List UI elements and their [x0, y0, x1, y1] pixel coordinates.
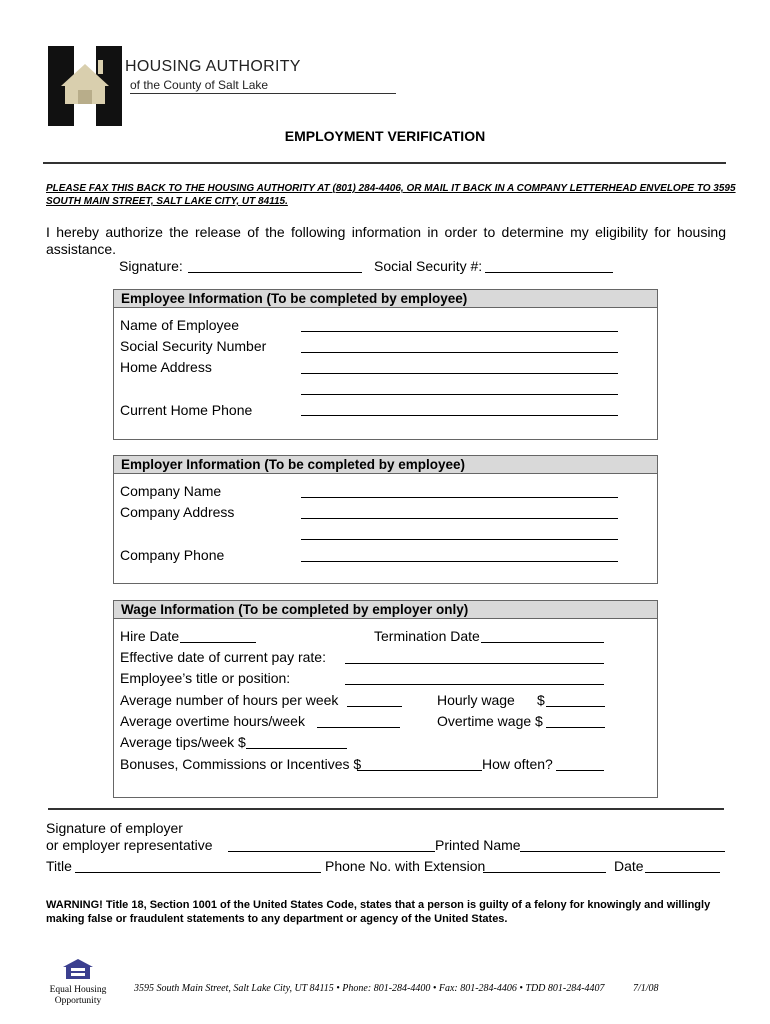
company-address-label: Company Address — [120, 504, 235, 520]
how-often-field[interactable] — [556, 770, 604, 771]
hire-date-label: Hire Date — [120, 628, 180, 644]
title-position-field[interactable] — [345, 684, 604, 685]
wage-info-header: Wage Information (To be completed by employer only) — [114, 601, 657, 619]
home-address-field-2[interactable] — [301, 394, 618, 395]
avg-hours-field[interactable] — [347, 706, 402, 707]
employer-title-label: Title — [46, 858, 72, 874]
effective-date-label: Effective date of current pay rate: — [120, 649, 326, 665]
employee-name-label: Name of Employee — [120, 317, 240, 333]
employee-info-header: Employee Information (To be completed by employee) — [114, 290, 657, 308]
ssn-field[interactable] — [485, 272, 613, 273]
employee-ssn-label: Social Security Number — [120, 338, 267, 354]
logo-rule — [130, 93, 396, 94]
logo-title: HOUSING AUTHORITY — [125, 58, 301, 75]
company-phone-label: Company Phone — [120, 547, 225, 563]
phone-extension-field[interactable] — [483, 872, 606, 873]
hourly-wage-label: Hourly wage — [437, 692, 515, 708]
warning-text: WARNING! Title 18, Section 1001 of the United States Code, states that a person is guilty of a felony for knowingly and willingly making false or fraudulent statements to any department or agency of the United States. — [46, 899, 711, 925]
employer-title-field[interactable] — [75, 872, 321, 873]
footer-revision-date: 7/1/08 — [633, 983, 659, 994]
overtime-wage-label: Overtime wage $ — [437, 713, 543, 729]
avg-overtime-field[interactable] — [317, 727, 400, 728]
bonuses-field[interactable] — [357, 770, 482, 771]
home-phone-field[interactable] — [301, 415, 618, 416]
employer-signature-field[interactable] — [228, 851, 435, 852]
employer-info-header: Employer Information (To be completed by employee) — [114, 456, 657, 474]
phone-extension-label: Phone No. with Extension — [325, 858, 486, 874]
title-divider — [43, 162, 726, 164]
effective-date-field[interactable] — [345, 663, 604, 664]
hire-date-field[interactable] — [180, 642, 256, 643]
company-phone-field[interactable] — [301, 561, 618, 562]
signature-divider — [48, 808, 724, 810]
page-title: EMPLOYMENT VERIFICATION — [284, 128, 486, 144]
employee-ssn-field[interactable] — [301, 352, 618, 353]
signature-label: Signature: — [119, 258, 183, 274]
termination-date-label: Termination Date — [374, 628, 480, 644]
employer-signature-label-1: Signature of employer — [46, 820, 183, 836]
hourly-wage-field[interactable] — [546, 706, 605, 707]
equal-housing-line-2: Opportunity — [54, 996, 102, 1006]
equal-housing-label — [40, 985, 116, 1007]
bonuses-label: Bonuses, Commissions or Incentives $ — [120, 756, 362, 772]
printed-name-field[interactable] — [520, 851, 725, 852]
equal-housing-line-1: Equal Housing — [49, 985, 107, 995]
avg-tips-label: Average tips/week $ — [120, 734, 246, 750]
company-name-label: Company Name — [120, 483, 222, 499]
equal-housing-icon — [62, 958, 94, 980]
overtime-wage-field[interactable] — [546, 727, 605, 728]
avg-overtime-label: Average overtime hours/week — [120, 713, 305, 729]
fax-notice: PLEASE FAX THIS BACK TO THE HOUSING AUTHORITY AT (801) 284-4406, OR MAIL IT BACK IN A COMPANY LETTERHEAD ENVELOPE TO 3595 SOUTH MAIN STREET, SALT LAKE CITY, UT 84115. — [46, 183, 736, 207]
avg-hours-label: Average number of hours per week — [120, 692, 339, 708]
title-position-label: Employee’s title or position: — [120, 670, 291, 686]
date-field[interactable] — [645, 872, 720, 873]
date-label: Date — [614, 858, 644, 874]
ssn-label: Social Security #: — [374, 258, 483, 274]
company-name-field[interactable] — [301, 497, 618, 498]
housing-authority-logo — [48, 46, 122, 126]
authorization-text: I hereby authorize the release of the following information in order to determine my eligibility for housing assistance. — [46, 224, 726, 257]
employer-signature-label-2: or employer representative — [46, 837, 213, 853]
logo-subtitle: of the County of Salt Lake — [130, 78, 269, 92]
signature-field[interactable] — [188, 272, 362, 273]
home-address-field-1[interactable] — [301, 373, 618, 374]
employee-name-field[interactable] — [301, 331, 618, 332]
company-address-field-2[interactable] — [301, 539, 618, 540]
how-often-label: How often? — [482, 756, 553, 772]
company-address-field-1[interactable] — [301, 518, 618, 519]
hourly-wage-dollar: $ — [537, 692, 545, 708]
avg-tips-field[interactable] — [246, 748, 347, 749]
home-phone-label: Current Home Phone — [120, 402, 253, 418]
home-address-label: Home Address — [120, 359, 212, 375]
printed-name-label: Printed Name — [435, 837, 521, 853]
termination-date-field[interactable] — [481, 642, 604, 643]
footer-address: 3595 South Main Street, Salt Lake City, UT 84115 • Phone: 801-284-4400 • Fax: 801-284-4406 • TDD 801-284-4407 — [134, 983, 605, 994]
